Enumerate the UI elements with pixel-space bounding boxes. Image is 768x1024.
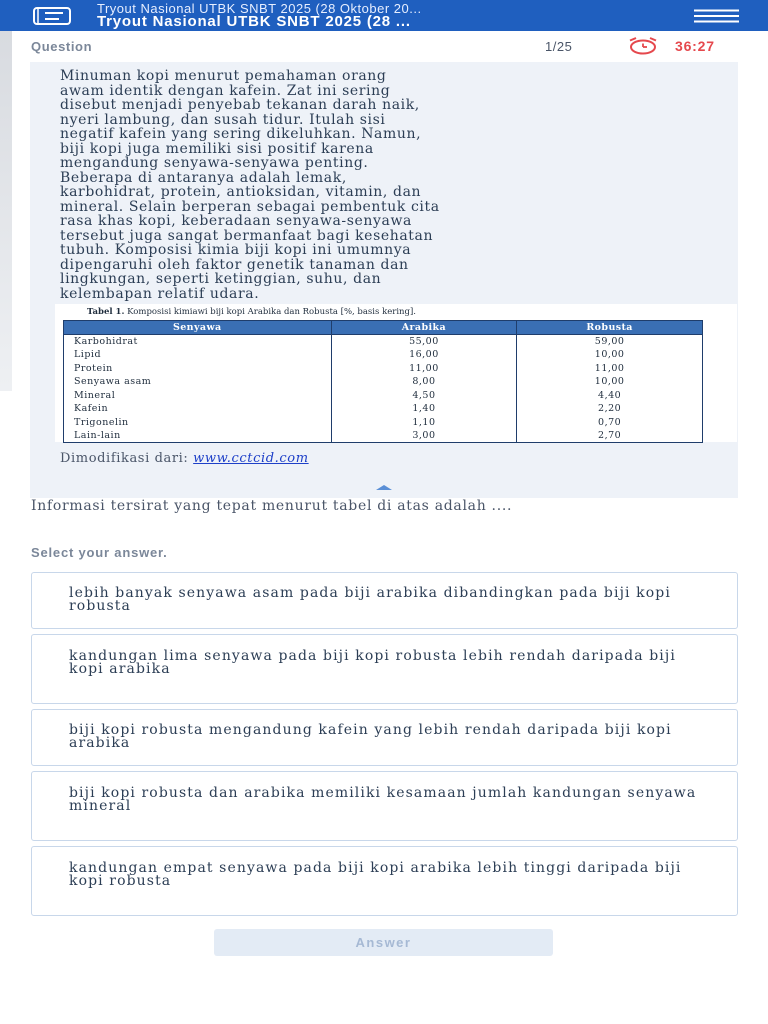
table-cell: 2,70 [517, 429, 703, 443]
source-link[interactable]: www.cctcid.com [193, 451, 309, 466]
answer-option-text: kandungan lima senyawa pada biji kopi robusta lebih rendah daripada biji kopi arabika [69, 648, 676, 677]
table-cell: Karbohidrat [64, 335, 332, 349]
passage-line: mineral. Selain berperan sebagai pembentuk cita [60, 198, 440, 215]
table-row [64, 402, 703, 416]
answer-option-4[interactable] [31, 771, 738, 841]
timer: 36:27 [675, 38, 715, 54]
table-cell: 16,00 [331, 348, 517, 362]
passage-line: dipengaruhi oleh faktor genetik tanaman dan [60, 256, 409, 273]
passage-line: tersebut juga sangat bermanfaat bagi kesehatan [60, 227, 434, 244]
table-cell: 2,20 [517, 402, 703, 416]
table-row [64, 348, 703, 362]
table-caption [87, 307, 416, 317]
table-cell: 0,70 [517, 416, 703, 430]
table-cell: 4,50 [331, 389, 517, 403]
table-cell: 11,00 [331, 362, 517, 376]
table-row [64, 375, 703, 389]
source-prefix: Dimodifikasi dari: [60, 451, 194, 466]
passage-line: biji kopi juga memiliki sisi positif karena [60, 140, 374, 157]
table-header-row [64, 321, 703, 335]
table-cell: Senyawa asam [64, 375, 332, 389]
table-row [64, 362, 703, 376]
passage-line: disebut menjadi penyebab tekanan darah naik, [60, 97, 420, 113]
passage-line: kelembapan relatif udara. [60, 285, 260, 302]
left-edge-strip [0, 31, 12, 391]
header-subtitle: Tryout Nasional UTBK SNBT 2025 (28 Oktober 20... [97, 1, 422, 16]
document-list-icon[interactable] [33, 7, 71, 25]
table-row [64, 416, 703, 430]
table-cell: 4,40 [517, 389, 703, 403]
answer-option-text: biji kopi robusta dan arabika memiliki kesamaan jumlah kandungan senyawa mineral [69, 785, 697, 814]
question-counter: 1/25 [545, 39, 573, 54]
table-header-cell: Arabika [331, 321, 517, 335]
composition-table-figure [55, 304, 737, 442]
passage-card [30, 62, 738, 498]
table-cell: Mineral [64, 389, 332, 403]
answer-option-text: lebih banyak senyawa asam pada biji arabika dibandingkan pada biji kopi robusta [69, 585, 671, 614]
header-title: Tryout Nasional UTBK SNBT 2025 (28 ... [97, 13, 411, 30]
chevron-up-icon[interactable] [374, 483, 394, 491]
table-row [64, 429, 703, 443]
table-cell: Protein [64, 362, 332, 376]
table-caption-text: Komposisi kimiawi biji kopi Arabika dan Robusta [%, basis kering]. [124, 307, 416, 317]
hamburger-menu-icon[interactable] [694, 9, 739, 23]
passage-line: mengandung senyawa-senyawa penting. [60, 155, 369, 171]
passage-line: karbohidrat, protein, antioksidan, vitamin, dan [60, 184, 422, 200]
table-cell: 11,00 [517, 362, 703, 376]
composition-table [63, 320, 703, 443]
passage-line: nyeri lambung, dan susah tidur. Itulah sisi [60, 111, 386, 128]
passage-line: negatif kafein yang sering dikeluhkan. Namun, [60, 126, 422, 142]
table-header-cell: Senyawa [64, 321, 332, 335]
passage-line: awam identik dengan kafein. Zat ini sering [60, 82, 391, 99]
table-cell: Lipid [64, 348, 332, 362]
table-cell: 59,00 [517, 335, 703, 349]
passage-line: lingkungan, seperti ketinggian, suhu, dan [60, 271, 382, 287]
passage-line: Beberapa di antaranya adalah lemak, [60, 169, 347, 186]
passage-line: tubuh. Komposisi kimia biji kopi ini umumnya [60, 242, 412, 258]
answer-button[interactable]: Answer [214, 929, 553, 956]
answer-option-2[interactable] [31, 634, 738, 704]
answer-option-1[interactable] [31, 572, 738, 629]
table-cell: Kafein [64, 402, 332, 416]
table-caption-number: Tabel 1. [87, 307, 125, 317]
table-row [64, 389, 703, 403]
app-header [0, 0, 768, 31]
source-note [60, 451, 309, 466]
select-answer-label: Select your answer. [31, 545, 168, 560]
table-cell: 1,10 [331, 416, 517, 430]
table-cell: 3,00 [331, 429, 517, 443]
answer-option-3[interactable] [31, 709, 738, 766]
table-cell: 10,00 [517, 348, 703, 362]
answer-option-5[interactable] [31, 846, 738, 916]
answer-option-text: biji kopi robusta mengandung kafein yang lebih rendah daripada biji kopi arabika [69, 722, 672, 751]
alarm-clock-icon [627, 37, 659, 55]
table-cell: 8,00 [331, 375, 517, 389]
table-row [64, 335, 703, 349]
question-prompt: Informasi tersirat yang tepat menurut tabel di atas adalah .... [31, 498, 513, 514]
table-cell: 10,00 [517, 375, 703, 389]
answer-option-text: kandungan empat senyawa pada biji kopi arabika lebih tinggi daripada biji kopi robusta [69, 860, 682, 889]
question-label: Question [31, 39, 93, 54]
table-cell: Lain-lain [64, 429, 332, 443]
table-cell: 1,40 [331, 402, 517, 416]
table-cell: Trigonelin [64, 416, 332, 430]
table-header-cell: Robusta [517, 321, 703, 335]
passage-line: rasa khas kopi, keberadaan senyawa-senyawa [60, 213, 413, 229]
table-cell: 55,00 [331, 335, 517, 349]
passage-line: Minuman kopi menurut pemahaman orang [60, 68, 387, 84]
passage-text [60, 69, 710, 301]
